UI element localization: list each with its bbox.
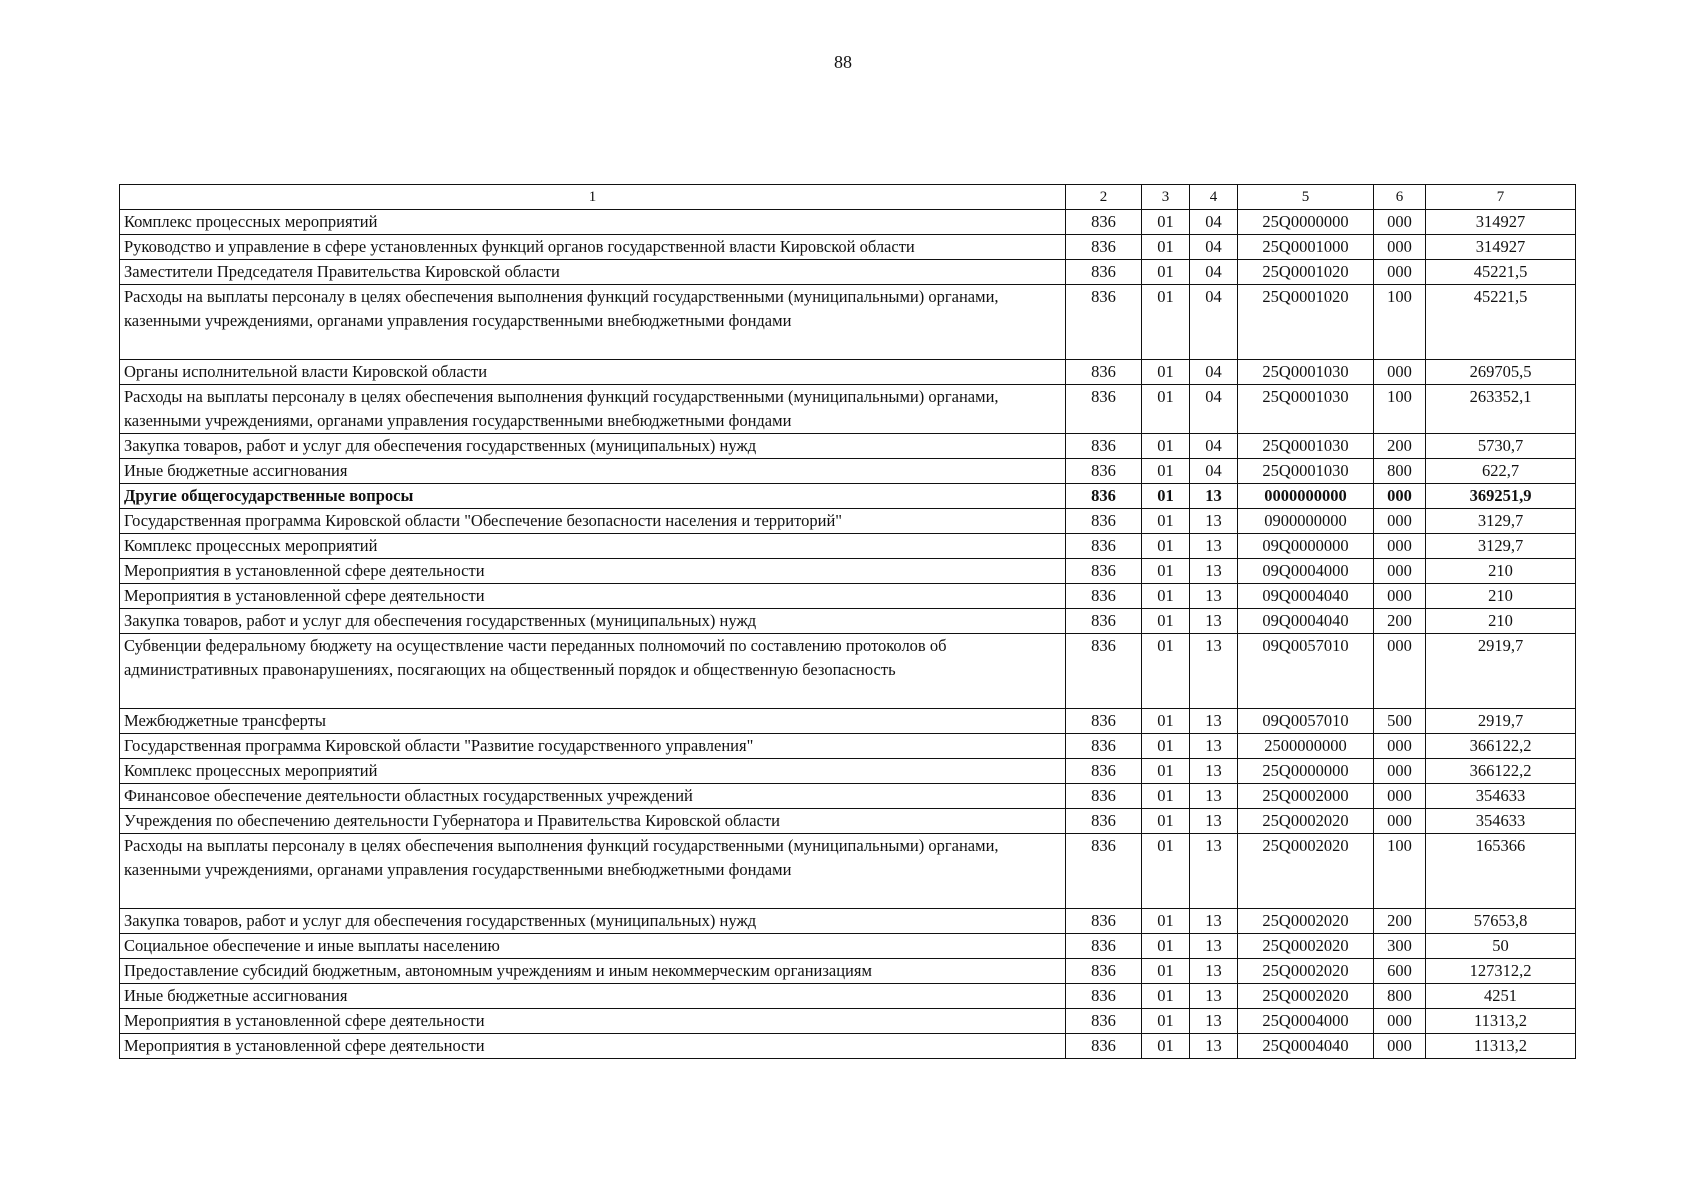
table-row — [120, 260, 1576, 285]
expense-type-cell: 100 — [1374, 285, 1426, 360]
chapter-code-cell: 836 — [1066, 584, 1142, 609]
subsection-cell: 13 — [1190, 809, 1238, 834]
table-row — [120, 210, 1576, 235]
target-article-cell: 25Q0004040 — [1238, 1034, 1374, 1059]
amount-cell: 3129,7 — [1426, 509, 1576, 534]
amount-cell: 3129,7 — [1426, 534, 1576, 559]
column-header-7: 7 — [1426, 185, 1576, 210]
expense-type-cell: 000 — [1374, 1034, 1426, 1059]
target-article-cell: 25Q0000000 — [1238, 759, 1374, 784]
amount-cell: 366122,2 — [1426, 734, 1576, 759]
expense-type-cell: 000 — [1374, 360, 1426, 385]
row-name-cell: Государственная программа Кировской области "Обеспечение безопасности населения и территорий" — [120, 509, 1066, 534]
row-name-cell: Иные бюджетные ассигнования — [120, 984, 1066, 1009]
expense-type-cell: 000 — [1374, 260, 1426, 285]
expense-type-cell: 300 — [1374, 934, 1426, 959]
amount-cell: 354633 — [1426, 809, 1576, 834]
chapter-code-cell: 836 — [1066, 1034, 1142, 1059]
table-row — [120, 709, 1576, 734]
expense-type-cell: 200 — [1374, 434, 1426, 459]
target-article-cell: 09Q0057010 — [1238, 709, 1374, 734]
chapter-code-cell: 836 — [1066, 784, 1142, 809]
section-cell: 01 — [1142, 759, 1190, 784]
chapter-code-cell: 836 — [1066, 285, 1142, 360]
section-cell: 01 — [1142, 934, 1190, 959]
section-cell: 01 — [1142, 459, 1190, 484]
subsection-cell: 04 — [1190, 360, 1238, 385]
table-row — [120, 984, 1576, 1009]
column-header-5: 5 — [1238, 185, 1374, 210]
target-article-cell: 25Q0001030 — [1238, 360, 1374, 385]
table-row — [120, 834, 1576, 909]
subsection-cell: 13 — [1190, 709, 1238, 734]
subsection-cell: 04 — [1190, 459, 1238, 484]
section-cell: 01 — [1142, 534, 1190, 559]
column-header-4: 4 — [1190, 185, 1238, 210]
table-row — [120, 734, 1576, 759]
section-cell: 01 — [1142, 559, 1190, 584]
amount-cell: 369251,9 — [1426, 484, 1576, 509]
column-header-6: 6 — [1374, 185, 1426, 210]
column-header-3: 3 — [1142, 185, 1190, 210]
budget-table — [119, 184, 1576, 1059]
row-name-cell: Комплекс процессных мероприятий — [120, 759, 1066, 784]
subsection-cell: 13 — [1190, 509, 1238, 534]
amount-cell: 210 — [1426, 559, 1576, 584]
expense-type-cell: 000 — [1374, 559, 1426, 584]
section-cell: 01 — [1142, 434, 1190, 459]
chapter-code-cell: 836 — [1066, 809, 1142, 834]
table-row — [120, 959, 1576, 984]
amount-cell: 2919,7 — [1426, 709, 1576, 734]
row-name-cell: Комплекс процессных мероприятий — [120, 210, 1066, 235]
amount-cell: 314927 — [1426, 235, 1576, 260]
amount-cell: 2919,7 — [1426, 634, 1576, 709]
chapter-code-cell: 836 — [1066, 909, 1142, 934]
row-name-cell: Социальное обеспечение и иные выплаты населению — [120, 934, 1066, 959]
section-cell: 01 — [1142, 609, 1190, 634]
amount-cell: 4251 — [1426, 984, 1576, 1009]
expense-type-cell: 200 — [1374, 909, 1426, 934]
target-article-cell: 25Q0001020 — [1238, 285, 1374, 360]
chapter-code-cell: 836 — [1066, 959, 1142, 984]
table-row — [120, 434, 1576, 459]
expense-type-cell: 600 — [1374, 959, 1426, 984]
target-article-cell: 09Q0057010 — [1238, 634, 1374, 709]
amount-cell: 5730,7 — [1426, 434, 1576, 459]
table-row — [120, 385, 1576, 434]
section-cell: 01 — [1142, 360, 1190, 385]
subsection-cell: 04 — [1190, 285, 1238, 360]
expense-type-cell: 000 — [1374, 509, 1426, 534]
table-row — [120, 609, 1576, 634]
table-row — [120, 360, 1576, 385]
row-name-cell: Закупка товаров, работ и услуг для обеспечения государственных (муниципальных) нужд — [120, 434, 1066, 459]
table-row — [120, 285, 1576, 360]
row-name-cell: Государственная программа Кировской области "Развитие государственного управления" — [120, 734, 1066, 759]
section-cell: 01 — [1142, 909, 1190, 934]
row-name-cell: Субвенции федеральному бюджету на осуществление части переданных полномочий по составлению протоколов об административных правонарушениях, посягающих на общественный порядок и общественную безопасность — [120, 634, 1066, 709]
expense-type-cell: 500 — [1374, 709, 1426, 734]
table-row — [120, 559, 1576, 584]
subsection-cell: 13 — [1190, 609, 1238, 634]
row-name-cell: Расходы на выплаты персоналу в целях обеспечения выполнения функций государственными (муниципальными) органами, казенными учреждениями, органами управления государственными внебюджетными фондами — [120, 834, 1066, 909]
table-row — [120, 534, 1576, 559]
expense-type-cell: 800 — [1374, 984, 1426, 1009]
subsection-cell: 04 — [1190, 385, 1238, 434]
section-cell: 01 — [1142, 959, 1190, 984]
row-name-cell: Мероприятия в установленной сфере деятельности — [120, 1034, 1066, 1059]
expense-type-cell: 000 — [1374, 534, 1426, 559]
amount-cell: 210 — [1426, 609, 1576, 634]
subsection-cell: 13 — [1190, 934, 1238, 959]
table-row — [120, 934, 1576, 959]
table-row — [120, 759, 1576, 784]
subsection-cell: 13 — [1190, 734, 1238, 759]
column-header-2: 2 — [1066, 185, 1142, 210]
section-cell: 01 — [1142, 734, 1190, 759]
expense-type-cell: 000 — [1374, 1009, 1426, 1034]
subsection-cell: 13 — [1190, 634, 1238, 709]
row-name-cell: Мероприятия в установленной сфере деятельности — [120, 1009, 1066, 1034]
expense-type-cell: 800 — [1374, 459, 1426, 484]
chapter-code-cell: 836 — [1066, 459, 1142, 484]
target-article-cell: 25Q0001000 — [1238, 235, 1374, 260]
amount-cell: 50 — [1426, 934, 1576, 959]
table-row — [120, 1009, 1576, 1034]
table-row — [120, 235, 1576, 260]
subsection-cell: 13 — [1190, 759, 1238, 784]
subsection-cell: 04 — [1190, 235, 1238, 260]
chapter-code-cell: 836 — [1066, 934, 1142, 959]
row-name-cell: Расходы на выплаты персоналу в целях обеспечения выполнения функций государственными (муниципальными) органами, казенными учреждениями, органами управления государственными внебюджетными фондами — [120, 285, 1066, 360]
amount-cell: 45221,5 — [1426, 285, 1576, 360]
row-name-cell: Предоставление субсидий бюджетным, автономным учреждениям и иным некоммерческим организациям — [120, 959, 1066, 984]
table-row — [120, 909, 1576, 934]
amount-cell: 11313,2 — [1426, 1034, 1576, 1059]
section-cell: 01 — [1142, 634, 1190, 709]
subsection-cell: 13 — [1190, 984, 1238, 1009]
section-cell: 01 — [1142, 484, 1190, 509]
chapter-code-cell: 836 — [1066, 385, 1142, 434]
subsection-cell: 04 — [1190, 260, 1238, 285]
subsection-cell: 04 — [1190, 434, 1238, 459]
row-name-cell: Мероприятия в установленной сфере деятельности — [120, 559, 1066, 584]
target-article-cell: 2500000000 — [1238, 734, 1374, 759]
chapter-code-cell: 836 — [1066, 235, 1142, 260]
amount-cell: 45221,5 — [1426, 260, 1576, 285]
chapter-code-cell: 836 — [1066, 484, 1142, 509]
table-row — [120, 584, 1576, 609]
section-cell: 01 — [1142, 709, 1190, 734]
table-row — [120, 809, 1576, 834]
subsection-cell: 13 — [1190, 534, 1238, 559]
target-article-cell: 25Q0002020 — [1238, 959, 1374, 984]
table-row — [120, 1034, 1576, 1059]
section-cell: 01 — [1142, 584, 1190, 609]
section-cell: 01 — [1142, 784, 1190, 809]
target-article-cell: 09Q0004040 — [1238, 609, 1374, 634]
target-article-cell: 09Q0004040 — [1238, 584, 1374, 609]
chapter-code-cell: 836 — [1066, 759, 1142, 784]
section-cell: 01 — [1142, 285, 1190, 360]
target-article-cell: 25Q0000000 — [1238, 210, 1374, 235]
target-article-cell: 09Q0004000 — [1238, 559, 1374, 584]
expense-type-cell: 000 — [1374, 634, 1426, 709]
section-cell: 01 — [1142, 984, 1190, 1009]
expense-type-cell: 000 — [1374, 484, 1426, 509]
expense-type-cell: 000 — [1374, 734, 1426, 759]
chapter-code-cell: 836 — [1066, 360, 1142, 385]
expense-type-cell: 000 — [1374, 809, 1426, 834]
target-article-cell: 25Q0001030 — [1238, 434, 1374, 459]
row-name-cell: Учреждения по обеспечению деятельности Губернатора и Правительства Кировской области — [120, 809, 1066, 834]
subsection-cell: 13 — [1190, 784, 1238, 809]
expense-type-cell: 000 — [1374, 584, 1426, 609]
target-article-cell: 25Q0004000 — [1238, 1009, 1374, 1034]
chapter-code-cell: 836 — [1066, 1009, 1142, 1034]
subsection-cell: 13 — [1190, 559, 1238, 584]
table-row — [120, 459, 1576, 484]
target-article-cell: 25Q0002020 — [1238, 834, 1374, 909]
amount-cell: 314927 — [1426, 210, 1576, 235]
section-cell: 01 — [1142, 834, 1190, 909]
target-article-cell: 25Q0001020 — [1238, 260, 1374, 285]
expense-type-cell: 200 — [1374, 609, 1426, 634]
section-cell: 01 — [1142, 809, 1190, 834]
column-header-1: 1 — [120, 185, 1066, 210]
subsection-cell: 13 — [1190, 959, 1238, 984]
chapter-code-cell: 836 — [1066, 534, 1142, 559]
chapter-code-cell: 836 — [1066, 984, 1142, 1009]
table-row — [120, 784, 1576, 809]
target-article-cell: 0900000000 — [1238, 509, 1374, 534]
subsection-cell: 13 — [1190, 1034, 1238, 1059]
chapter-code-cell: 836 — [1066, 834, 1142, 909]
target-article-cell: 0000000000 — [1238, 484, 1374, 509]
amount-cell: 127312,2 — [1426, 959, 1576, 984]
row-name-cell: Мероприятия в установленной сфере деятельности — [120, 584, 1066, 609]
expense-type-cell: 100 — [1374, 834, 1426, 909]
expense-type-cell: 100 — [1374, 385, 1426, 434]
section-cell: 01 — [1142, 235, 1190, 260]
table-row — [120, 484, 1576, 509]
section-cell: 01 — [1142, 1009, 1190, 1034]
subsection-cell: 13 — [1190, 834, 1238, 909]
amount-cell: 210 — [1426, 584, 1576, 609]
target-article-cell: 25Q0002020 — [1238, 934, 1374, 959]
row-name-cell: Органы исполнительной власти Кировской области — [120, 360, 1066, 385]
chapter-code-cell: 836 — [1066, 210, 1142, 235]
table-body — [120, 210, 1576, 1059]
expense-type-cell: 000 — [1374, 210, 1426, 235]
amount-cell: 263352,1 — [1426, 385, 1576, 434]
amount-cell: 622,7 — [1426, 459, 1576, 484]
target-article-cell: 25Q0001030 — [1238, 459, 1374, 484]
chapter-code-cell: 836 — [1066, 559, 1142, 584]
amount-cell: 366122,2 — [1426, 759, 1576, 784]
amount-cell: 57653,8 — [1426, 909, 1576, 934]
chapter-code-cell: 836 — [1066, 734, 1142, 759]
chapter-code-cell: 836 — [1066, 634, 1142, 709]
subsection-cell: 13 — [1190, 1009, 1238, 1034]
section-cell: 01 — [1142, 385, 1190, 434]
row-name-cell: Иные бюджетные ассигнования — [120, 459, 1066, 484]
row-name-cell: Заместители Председателя Правительства Кировской области — [120, 260, 1066, 285]
table-row — [120, 634, 1576, 709]
row-name-cell: Расходы на выплаты персоналу в целях обеспечения выполнения функций государственными (муниципальными) органами, казенными учреждениями, органами управления государственными внебюджетными фондами — [120, 385, 1066, 434]
chapter-code-cell: 836 — [1066, 260, 1142, 285]
section-cell: 01 — [1142, 260, 1190, 285]
section-cell: 01 — [1142, 509, 1190, 534]
subsection-cell: 13 — [1190, 909, 1238, 934]
row-name-cell: Закупка товаров, работ и услуг для обеспечения государственных (муниципальных) нужд — [120, 909, 1066, 934]
target-article-cell: 25Q0002020 — [1238, 984, 1374, 1009]
target-article-cell: 25Q0002020 — [1238, 809, 1374, 834]
section-cell: 01 — [1142, 210, 1190, 235]
target-article-cell: 25Q0002000 — [1238, 784, 1374, 809]
target-article-cell: 25Q0001030 — [1238, 385, 1374, 434]
subsection-cell: 04 — [1190, 210, 1238, 235]
table-header-row — [120, 185, 1576, 210]
page-number: 88 — [834, 52, 852, 72]
amount-cell: 165366 — [1426, 834, 1576, 909]
target-article-cell: 25Q0002020 — [1238, 909, 1374, 934]
row-name-cell: Комплекс процессных мероприятий — [120, 534, 1066, 559]
subsection-cell: 13 — [1190, 484, 1238, 509]
expense-type-cell: 000 — [1374, 784, 1426, 809]
chapter-code-cell: 836 — [1066, 709, 1142, 734]
chapter-code-cell: 836 — [1066, 509, 1142, 534]
target-article-cell: 09Q0000000 — [1238, 534, 1374, 559]
row-name-cell: Руководство и управление в сфере установленных функций органов государственной власти Кировской области — [120, 235, 1066, 260]
amount-cell: 11313,2 — [1426, 1009, 1576, 1034]
table-row — [120, 509, 1576, 534]
section-cell: 01 — [1142, 1034, 1190, 1059]
amount-cell: 354633 — [1426, 784, 1576, 809]
row-name-cell: Другие общегосударственные вопросы — [120, 484, 1066, 509]
chapter-code-cell: 836 — [1066, 434, 1142, 459]
expense-type-cell: 000 — [1374, 759, 1426, 784]
row-name-cell: Закупка товаров, работ и услуг для обеспечения государственных (муниципальных) нужд — [120, 609, 1066, 634]
row-name-cell: Межбюджетные трансферты — [120, 709, 1066, 734]
subsection-cell: 13 — [1190, 584, 1238, 609]
row-name-cell: Финансовое обеспечение деятельности областных государственных учреждений — [120, 784, 1066, 809]
expense-type-cell: 000 — [1374, 235, 1426, 260]
chapter-code-cell: 836 — [1066, 609, 1142, 634]
amount-cell: 269705,5 — [1426, 360, 1576, 385]
